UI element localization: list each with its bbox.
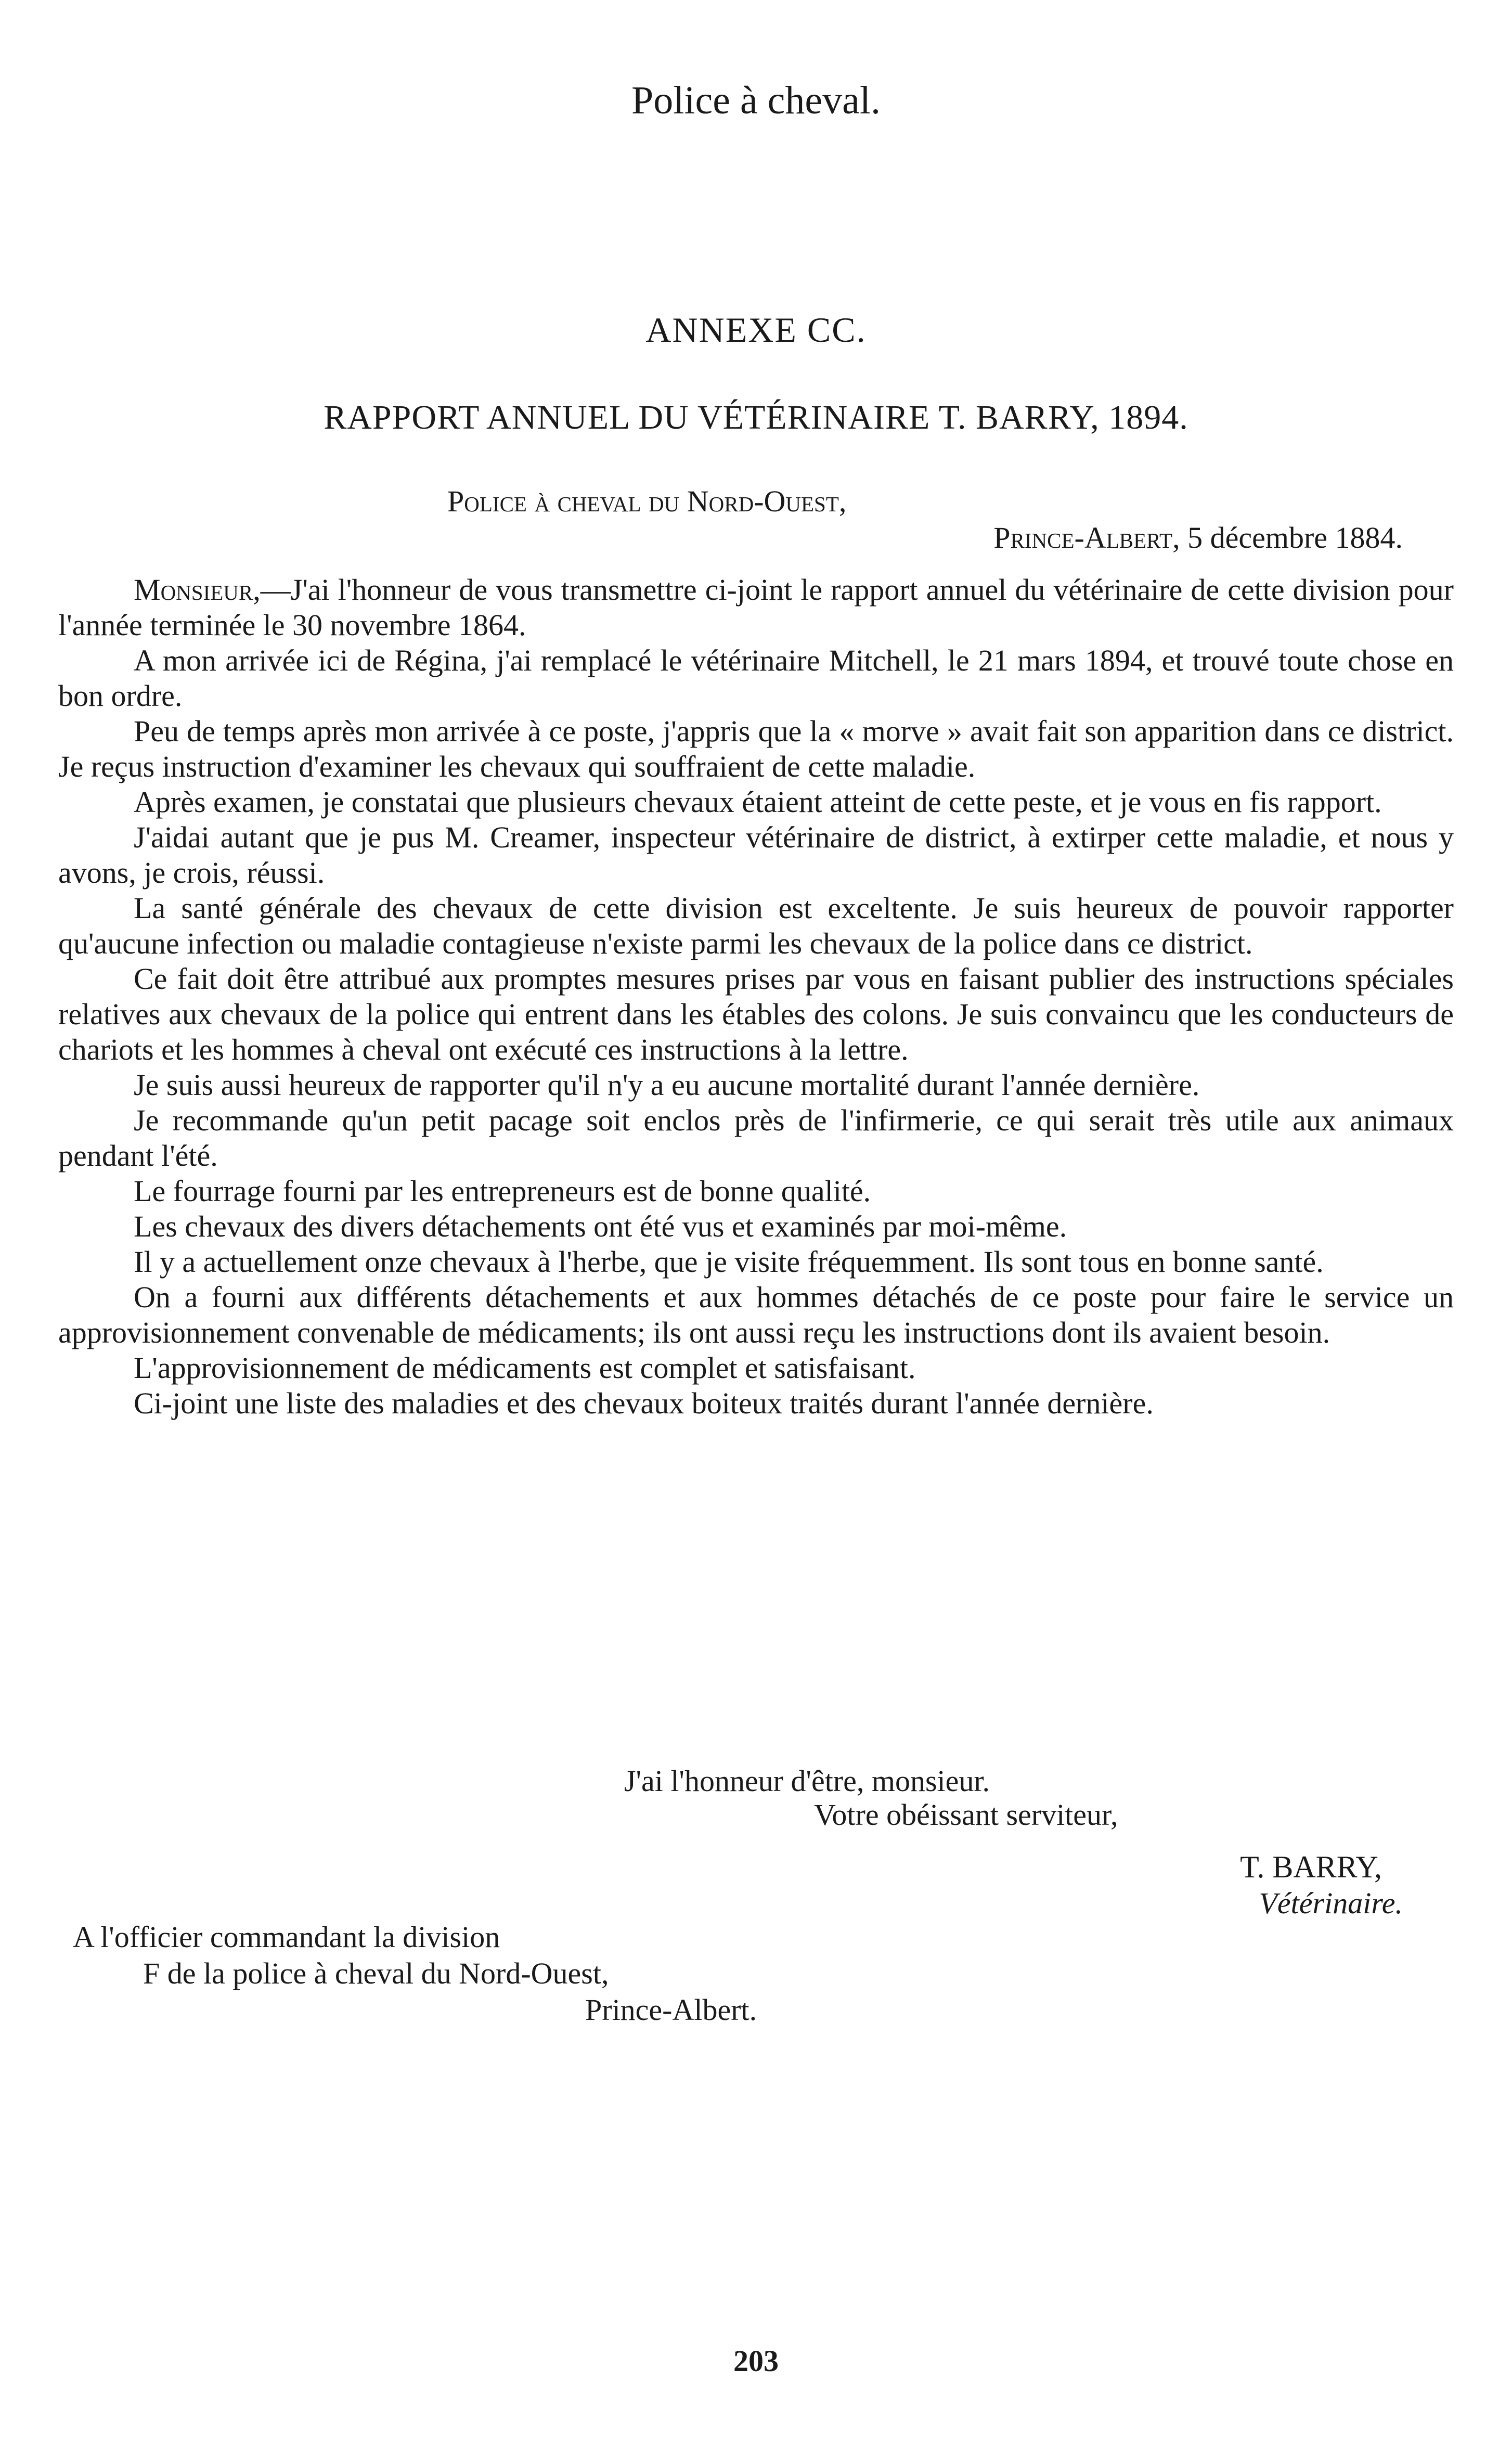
- addressee-line: F de la police à cheval du Nord-Ouest,: [143, 1956, 609, 1990]
- addressee-line: Prince-Albert.: [585, 1993, 757, 2027]
- page-number: 203: [733, 2344, 779, 2378]
- letter-paragraph: Le fourrage fourni par les entrepreneurs est de bonne qualité.: [134, 1174, 871, 1208]
- place-date-line: [993, 520, 1403, 555]
- report-title: RAPPORT ANNUEL DU VÉTÉRINAIRE T. BARRY, 1894.: [324, 398, 1188, 436]
- addressee-line: A l'officier commandant la division: [73, 1920, 500, 1954]
- letter-paragraph: On a fourni aux différents détachements et aux hommes détachés de ce poste pour faire le service un approvisionnement convenable de médicaments; ils ont aussi reçu les instructions dont ils avaient besoin.: [58, 1280, 1454, 1349]
- origin-place: Prince-Albert,: [993, 521, 1180, 555]
- closing-line: Votre obéissant serviteur,: [814, 1798, 1118, 1832]
- letter-paragraph: Ci-joint une liste des maladies et des chevaux boiteux traités durant l'année dernière.: [134, 1386, 1154, 1420]
- salutation: Monsieur,: [134, 573, 261, 607]
- closing-line: J'ai l'honneur d'être, monsieur.: [624, 1764, 990, 1798]
- letter-paragraph: J'aidai autant que je pus M. Creamer, inspecteur vétérinaire de district, à extirper cette maladie, et nous y avons, je crois, réussi.: [58, 820, 1454, 890]
- paragraph-text: —J'ai l'honneur de vous transmettre ci-joint le rapport annuel du vétérinaire de cette division pour l'année terminée le 30 novembre 1864.: [58, 573, 1454, 642]
- letter-paragraph: Je recommande qu'un petit pacage soit enclos près de l'infirmerie, ce qui serait très utile aux animaux pendant l'été.: [58, 1103, 1454, 1173]
- origin-line: Police à cheval du Nord-Ouest,: [447, 484, 847, 518]
- letter-paragraph: A mon arrivée ici de Régina, j'ai remplacé le vétérinaire Mitchell, le 21 mars 1894, et trouvé toute chose en bon ordre.: [58, 643, 1454, 713]
- letter-paragraph: Je suis aussi heureux de rapporter qu'il n'y a eu aucune mortalité durant l'année dernière.: [134, 1068, 1200, 1102]
- letter-paragraph: Peu de temps après mon arrivée à ce poste, j'appris que la « morve » avait fait son apparition dans ce district. Je reçus instruction d'examiner les chevaux qui souffraient de cette maladie.: [58, 714, 1454, 783]
- letter-paragraph: L'approvisionnement de médicaments est complet et satisfaisant.: [134, 1351, 916, 1385]
- letter-paragraph: Ce fait doit être attribué aux promptes mesures prises par vous en faisant publier des instructions spéciales relatives aux chevaux de la police qui entrent dans les étables des colons. Je suis convaincu que les conducteurs de chariots et les hommes à cheval ont exécuté ces instructions à la lettre.: [58, 962, 1454, 1066]
- origin-date: 5 décembre 1884.: [1187, 521, 1403, 555]
- signature-title: Vétérinaire.: [1259, 1886, 1403, 1920]
- letter-paragraph: Les chevaux des divers détachements ont été vus et examinés par moi-même.: [134, 1209, 1067, 1243]
- letter-body: [58, 572, 1454, 1421]
- signature-name: T. BARRY,: [1240, 1850, 1382, 1884]
- letter-paragraph: Il y a actuellement onze chevaux à l'herbe, que je visite fréquemment. Ils sont tous en bonne santé.: [134, 1245, 1324, 1279]
- running-head: Police à cheval.: [631, 79, 881, 122]
- letter-paragraph: La santé générale des chevaux de cette division est exceltente. Je suis heureux de pouvoir rapporter qu'aucune infection ou maladie contagieuse n'existe parmi les chevaux de la police dans ce district.: [58, 891, 1454, 960]
- letter-paragraph: Après examen, je constatai que plusieurs chevaux étaient atteint de cette peste, et je vous en fis rapport.: [134, 785, 1382, 819]
- annex-title: ANNEXE CC.: [645, 310, 867, 350]
- letter-paragraph: [58, 572, 1454, 643]
